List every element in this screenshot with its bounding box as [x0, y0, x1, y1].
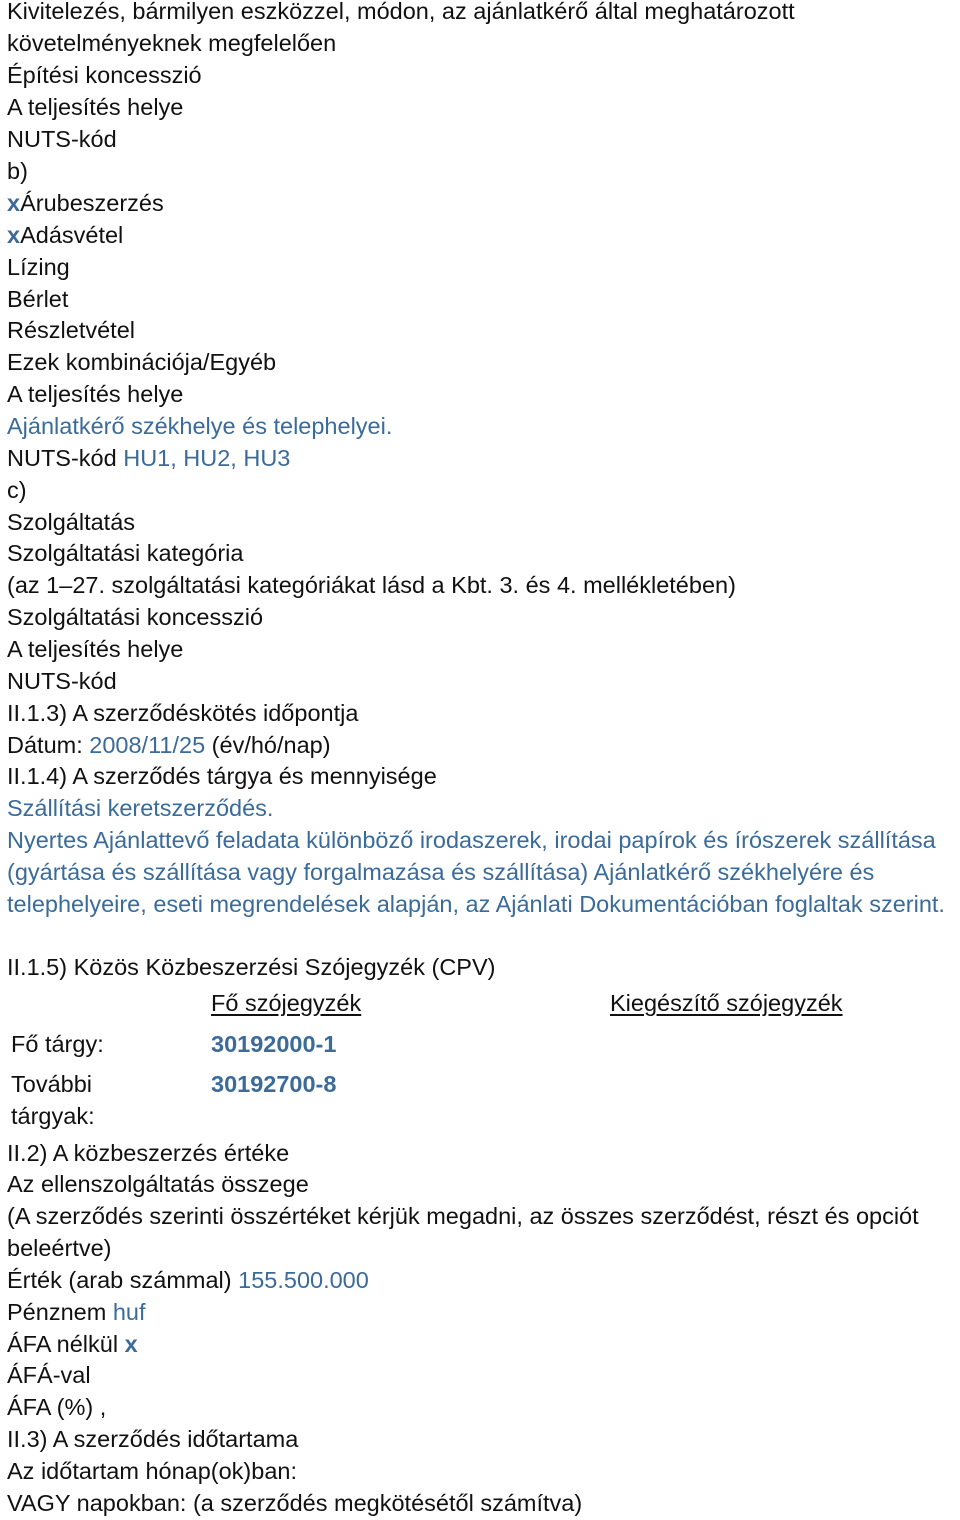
text-line: Szolgáltatási kategória	[7, 540, 244, 566]
vat-excluded-label: ÁFA nélkül	[7, 1331, 125, 1357]
checked-option	[7, 219, 123, 251]
text-line: Építési koncesszió	[7, 62, 202, 88]
place-of-performance-value: Ajánlatkérő székhelye és telephelyei.	[7, 413, 393, 439]
option-label: Árubeszerzés	[20, 190, 164, 216]
check-mark: x	[124, 1331, 138, 1357]
option-label: Ezek kombinációja/Egyéb	[7, 349, 277, 375]
nuts-code-row	[7, 442, 290, 474]
text-line: Kivitelezés, bármilyen eszközzel, módon, az ajánlatkérő által meghatározott	[7, 0, 795, 24]
currency-label: Pénznem	[7, 1299, 113, 1325]
nuts-code-label: NUTS-kód	[7, 445, 124, 471]
section-marker: b)	[7, 158, 28, 184]
text-line: Az ellenszolgáltatás összege	[7, 1171, 309, 1197]
text-line: NUTS-kód	[7, 668, 117, 694]
check-mark: x	[7, 222, 21, 248]
contract-description: Nyertes Ajánlattevő feladata különböző irodaszerek, irodai papírok és írószerek szállítása (gyártása és szállítása vagy forgalmazása és szállítása) Ajánlatkérő székhelyére és telephelyeire, eseti megrendelések alapján, az Ajánlati Dokumentációban foglaltak szerint.	[7, 827, 945, 917]
months-label: Az időtartam hónap(ok)ban:	[7, 1458, 297, 1484]
currency-row	[7, 1296, 145, 1328]
value-row	[7, 1264, 369, 1296]
text-line: A teljesítés helye	[7, 94, 184, 120]
vat-excluded-row	[7, 1328, 138, 1360]
section-heading: II.3) A szerződés időtartama	[7, 1426, 299, 1452]
checked-option	[7, 187, 164, 219]
date-value: 2008/11/25	[89, 732, 206, 758]
section-heading: II.1.5) Közös Közbeszerzési Szójegyzék (CPV)	[7, 954, 496, 980]
text-line: (az 1–27. szolgáltatási kategóriákat lásd a Kbt. 3. és 4. mellékletében)	[7, 572, 736, 598]
contract-type-value: Szállítási keretszerződés.	[7, 795, 274, 821]
section-marker: c)	[7, 477, 27, 503]
text-line: Szolgáltatási koncesszió	[7, 604, 264, 630]
vat-percent-label: ÁFA (%) ,	[7, 1394, 107, 1420]
text-line: követelményeknek megfelelően	[7, 30, 337, 56]
contract-date-row	[7, 729, 331, 761]
cpv-main-label: Fő tárgy:	[11, 1031, 104, 1057]
vat-included-label: ÁFÁ-val	[7, 1362, 91, 1388]
currency-value: huf	[112, 1299, 146, 1325]
days-label: VAGY napokban: (a szerződés megkötésétől számítva)	[7, 1490, 583, 1516]
option-label: Lízing	[7, 254, 70, 280]
text-line: NUTS-kód	[7, 126, 117, 152]
cpv-other-label: További	[11, 1071, 92, 1097]
option-label: Adásvétel	[20, 222, 124, 248]
check-mark: x	[7, 190, 21, 216]
cpv-main-code: 30192000-1	[211, 1031, 337, 1057]
date-label: Dátum:	[7, 732, 90, 758]
cpv-supplementary-header: Kiegészítő szójegyzék	[610, 990, 843, 1016]
option-label: Részletvétel	[7, 317, 135, 343]
section-heading: II.1.4) A szerződés tárgya és mennyisége	[7, 763, 437, 789]
cpv-other-label: tárgyak:	[11, 1103, 95, 1129]
section-heading: II.2) A közbeszerzés értéke	[7, 1140, 290, 1166]
cpv-main-header: Fő szójegyzék	[211, 990, 362, 1016]
section-heading: II.1.3) A szerződéskötés időpontja	[7, 700, 359, 726]
value-label: Érték (arab számmal)	[7, 1267, 239, 1293]
date-format: (év/hó/nap)	[205, 732, 331, 758]
nuts-code-value: HU1, HU2, HU3	[123, 445, 291, 471]
text-line: A teljesítés helye	[7, 636, 184, 662]
value-amount: 155.500.000	[238, 1267, 369, 1293]
value-note: (A szerződés szerinti összértéket kérjük megadni, az összes szerződést, részt és opciót beleértve)	[7, 1203, 919, 1261]
text-line: Szolgáltatás	[7, 509, 136, 535]
text-line: A teljesítés helye	[7, 381, 184, 407]
cpv-other-code: 30192700-8	[211, 1071, 337, 1097]
option-label: Bérlet	[7, 286, 69, 312]
